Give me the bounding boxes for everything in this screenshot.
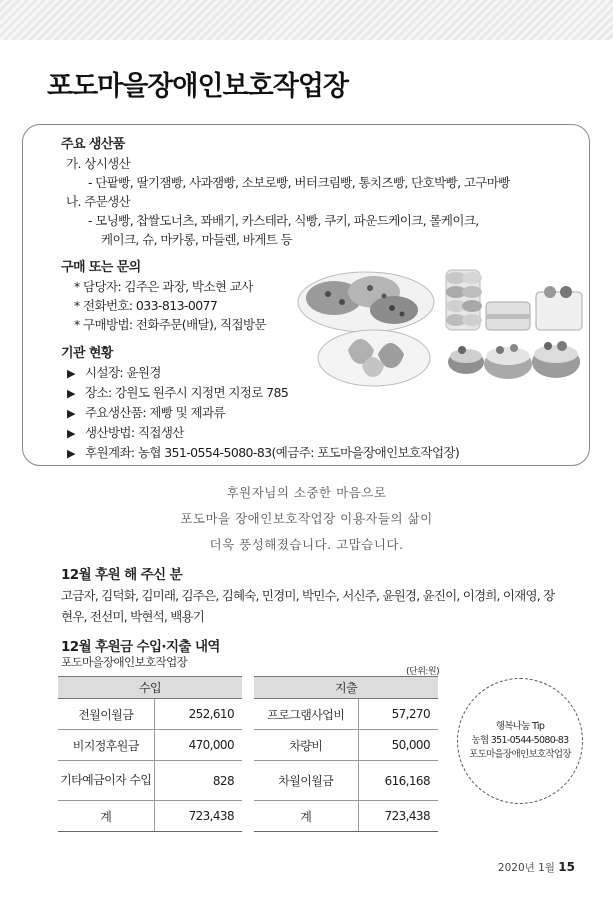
thanks-line-1: 후원자님의 소중한 마음으로 [226,485,387,500]
products-heading: 주요 생산품 [61,137,125,152]
table-row [254,730,438,761]
institution-item: ▶ 장소: 강원도 원주시 지정면 지정로 785 [61,383,459,403]
page-title: 포도마을장애인보호작업장 [47,71,348,102]
institution-item: ▶ 시설장: 윤원경 [61,363,459,383]
expense-total-value: 723,438 [358,801,438,832]
triangle-bullet-icon: ▶ [67,367,75,380]
expense-total-label: 계 [254,801,358,832]
finance-org-name: 포도마을장애인보호작업장 [61,655,188,669]
institution-item: ▶ 생산방법: 직접생산 [61,423,459,443]
table-row [58,761,242,801]
donor-names: 고금자, 김덕화, 김미래, 김주은, 김혜숙, 민경미, 박민수, 서신주, 윤원경, 윤진이, 이경희, 이재영, 장현우, 전선미, 박현석, 백용기 [61,588,555,624]
income-table [58,676,242,832]
table-row [254,761,438,801]
expense-row-label: 차량비 [254,730,358,761]
thanks-line-3: 더욱 풍성해졌습니다. 고맙습니다. [209,537,404,552]
expense-row-value: 57,270 [358,699,438,730]
page-number: 15 [558,860,575,874]
page-footer [498,860,575,875]
contact-person: * 담당자: 김주은 과장, 박소현 교사 [74,279,253,294]
table-row [58,730,242,761]
income-total-label: 계 [58,801,154,832]
header-pattern-band [0,0,613,40]
finance-unit: (단위:원) [406,667,440,677]
triangle-bullet-icon: ▶ [67,387,75,400]
expense-table [254,676,438,832]
expense-row-label: 차월이월금 [254,761,358,801]
table-row [254,801,438,832]
contact-section [61,258,266,334]
thanks-line-2: 포도마을 장애인보호작업장 이용자들의 삶이 [180,511,433,526]
contact-heading: 구매 또는 문의 [61,260,141,275]
institution-item: ▶ 후원계좌: 농협 351-0554-5080-83(예금주: 포도마을장애인보호작업장) [61,443,459,463]
table-row [58,699,242,730]
triangle-bullet-icon: ▶ [67,427,75,440]
donors-heading: 12월 후원 해 주신 분 [61,567,183,583]
expense-row-value: 50,000 [358,730,438,761]
expense-table-header: 지출 [254,677,438,699]
products-regular-label: 가. 상시생산 [66,156,131,171]
expense-row-label: 프로그램사업비 [254,699,358,730]
institution-item: ▶ 주요생산품: 제빵 및 제과류 [61,403,459,423]
income-row-label: 비지정후원금 [58,730,154,761]
income-table-header: 수입 [58,677,242,699]
income-row-label: 전월이월금 [58,699,154,730]
tip-account: 농협 351-0544-5080-83 [471,735,569,746]
contact-phone: * 전화번호: 033-813-0077 [74,298,218,313]
donation-tip-circle [457,678,583,804]
income-total-value: 723,438 [154,801,242,832]
products-section [61,135,510,249]
table-row [58,801,242,832]
products-regular-items: - 단팥빵, 딸기잼빵, 사과잼빵, 소보로빵, 버터크림빵, 통치즈빵, 단호박빵, 고구마빵 [88,175,510,190]
products-order-items-line2: 케이크, 슈, 마카롱, 마들렌, 바게트 등 [101,232,293,247]
income-row-value: 252,610 [154,699,242,730]
income-row-value: 470,000 [154,730,242,761]
finance-heading: 12월 후원금 수입·지출 내역 [61,639,220,655]
bakery-products-illustration [296,262,586,390]
income-row-label: 기타예금이자 수입 [58,761,154,801]
footer-date: 2020년 1월 [497,862,555,874]
tip-holder: 포도마을장애인보호작업장 [469,749,571,760]
table-row [254,699,438,730]
products-order-label: 나. 주문생산 [66,194,131,209]
contact-method: * 구매방법: 전화주문(배달), 직접방문 [74,317,266,332]
institution-heading: 기관 현황 [61,346,113,361]
products-order-items-line1: - 모닝빵, 찹쌀도너츠, 꽈배기, 카스테라, 식빵, 쿠키, 파운드케이크, 롤케이크, [88,213,479,228]
triangle-bullet-icon: ▶ [67,407,75,420]
triangle-bullet-icon: ▶ [67,447,75,460]
tip-title: 행복나눔 Tip [495,721,545,732]
income-row-value: 828 [154,761,242,801]
expense-row-value: 616,168 [358,761,438,801]
